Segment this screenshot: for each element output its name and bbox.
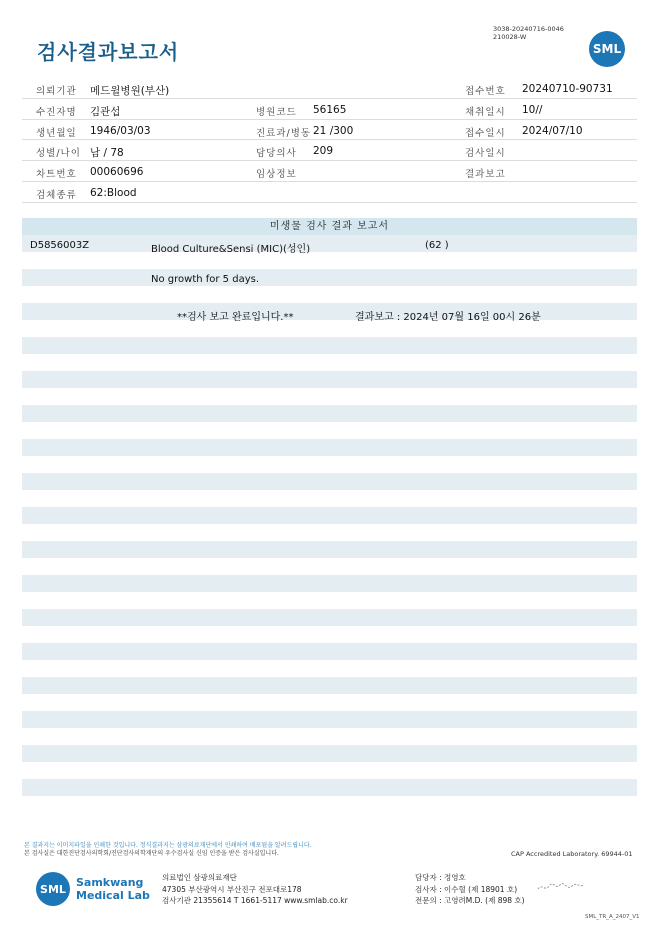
info-value: 남 / 78 [90, 147, 124, 160]
stripe-line [22, 711, 637, 728]
logo-line-1: Samkwang [76, 876, 144, 889]
specimen-code: (62 ) [425, 240, 449, 251]
page-title: 검사결과보고서 [37, 40, 180, 64]
code-line-2: 210028-W [493, 33, 527, 41]
info-value: 메드윌병원(부산) [90, 85, 170, 97]
stripe-line [22, 507, 637, 524]
info-label: 검사일시 [465, 148, 506, 160]
info-value: 21 /300 [313, 124, 354, 137]
footer-note-1: 본 결과지는 이미지파일을 인쇄한 것입니다. 정식결과지는 삼광의료재단에서 인쇄하여 배포됨을 알려드립니다. [24, 842, 312, 849]
stripe-line [22, 643, 637, 660]
logo-line-2: Medical Lab [76, 889, 150, 902]
sml-logo-small-icon: SML [36, 872, 70, 906]
institution-info [162, 872, 348, 907]
info-label: 성별/나이 [36, 148, 81, 160]
logo-text [76, 876, 150, 902]
info-label: 채취일시 [465, 106, 506, 118]
info-value: 62:Blood [90, 186, 137, 199]
stripe-line [22, 405, 637, 422]
info-label: 임상정보 [256, 169, 297, 181]
stripe-line [22, 677, 637, 694]
info-row [22, 161, 637, 182]
report-time: 결과보고 : 2024년 07월 16일 00시 26분 [355, 312, 541, 323]
staff-manager: 담당자 : 정영호 [415, 873, 466, 882]
staff-tester: 검사자 : 이수혈 (제 18901 호) [415, 884, 518, 894]
staff-info [415, 872, 525, 907]
cap-accreditation: CAP Accredited Laboratory. 69944-01 [511, 850, 633, 858]
stripe-line [22, 575, 637, 592]
document-codes [493, 25, 564, 41]
institution-address: 47305 부산광역시 부산진구 전포대로178 [162, 884, 302, 894]
info-label: 담당의사 [256, 148, 297, 160]
info-row [22, 78, 637, 99]
sml-logo-icon: SML [589, 31, 625, 67]
info-row [22, 140, 637, 161]
info-value: 10// [522, 103, 543, 116]
test-result: No growth for 5 days. [151, 274, 260, 285]
info-label: 접수번호 [465, 86, 506, 97]
info-value: 00060696 [90, 166, 144, 179]
document-id: SML_TR_A_2407_V1 [585, 914, 640, 920]
stripe-line [22, 779, 637, 796]
info-label: 의뢰기관 [36, 86, 77, 97]
stripe-line [22, 439, 637, 456]
info-label: 병원코드 [256, 106, 297, 118]
info-row [22, 120, 637, 141]
stripe-line [22, 235, 637, 252]
footer-notes [24, 842, 312, 858]
test-code: D5856003Z [30, 240, 90, 251]
test-name: Blood Culture&Sensi (MIC)(성인) [151, 244, 311, 255]
section-title: 미생물 검사 결과 보고서 [22, 218, 637, 235]
stripe-line [22, 371, 637, 388]
info-label: 차트번호 [36, 169, 77, 181]
info-row [22, 182, 637, 203]
info-value: 2024/07/10 [522, 124, 583, 137]
info-row [22, 99, 637, 120]
stripe-line [22, 337, 637, 354]
stripe-line [22, 269, 637, 286]
stripe-line [22, 303, 637, 320]
info-value: 56165 [313, 103, 347, 116]
stripe-line [22, 473, 637, 490]
stripe-line [22, 745, 637, 762]
institution-name: 의료법인 삼광의료재단 [162, 873, 237, 882]
info-label: 진료과/병동 [256, 127, 312, 139]
info-value: 김관섭 [90, 105, 121, 118]
info-label: 생년월일 [36, 127, 77, 139]
code-line-1: 3038-20240716-0046 [493, 25, 564, 33]
info-label: 접수일시 [465, 127, 506, 139]
stripe-line [22, 609, 637, 626]
stripe-line [22, 541, 637, 558]
patient-info-table [22, 78, 637, 203]
institution-contact: 검사기관 21355614 T 1661-5117 www.smlab.co.kr [162, 896, 348, 905]
staff-specialist: 전문의 : 고영려M.D. (제 898 호) [415, 896, 525, 905]
info-label: 수진자명 [36, 106, 77, 118]
info-value: 20240710-90731 [522, 83, 613, 95]
samkwang-logo [36, 872, 150, 906]
info-value: 209 [313, 145, 334, 158]
footer-note-2: 본 검사실은 대한진단검사의학회/진단검사의학재단의 우수검사실 신임 인증을 받은 검사실입니다. [24, 850, 279, 857]
signature-icon [536, 880, 586, 894]
info-value: 1946/03/03 [90, 124, 151, 137]
report-complete: **검사 보고 완료입니다.** [177, 312, 294, 323]
info-label: 결과보고 [465, 169, 506, 181]
info-label: 검체종류 [36, 189, 77, 201]
